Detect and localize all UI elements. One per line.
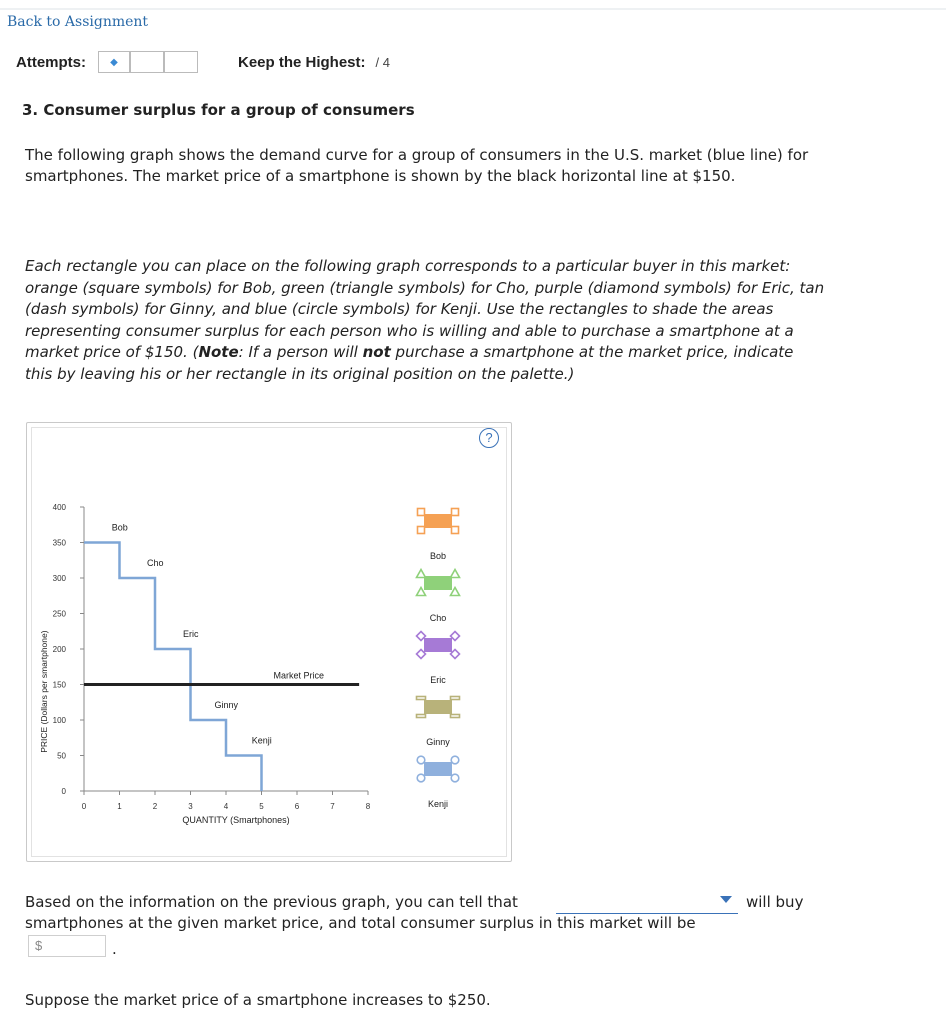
- demand-step-label: Bob: [111, 522, 128, 533]
- demand-step-label: Cho: [146, 558, 164, 568]
- circle-handle-icon[interactable]: [417, 756, 425, 764]
- y-tick-label: 200: [52, 645, 66, 654]
- x-tick-label: 4: [223, 802, 229, 811]
- palette-item-kenji[interactable]: [417, 756, 459, 809]
- y-tick-label: 0: [61, 787, 66, 796]
- demand-curve: [84, 543, 262, 792]
- square-handle-icon[interactable]: [418, 509, 425, 516]
- question-title: 3. Consumer surplus for a group of consumers: [22, 101, 415, 119]
- palette-label: Cho: [429, 613, 447, 623]
- x-tick-label: 5: [259, 802, 264, 811]
- y-tick-label: 100: [52, 716, 66, 725]
- dash-handle-icon[interactable]: [451, 697, 460, 700]
- x-tick-label: 3: [188, 802, 193, 811]
- x-tick-label: 1: [117, 802, 122, 811]
- palette-rectangle[interactable]: [424, 638, 452, 652]
- keep-highest-label: Keep the Highest:: [238, 53, 366, 71]
- palette-rectangle[interactable]: [424, 576, 452, 590]
- square-handle-icon[interactable]: [452, 509, 459, 516]
- palette-label: Eric: [430, 675, 446, 685]
- palette-item-eric[interactable]: [417, 632, 460, 686]
- x-tick-label: 6: [294, 802, 300, 811]
- consumer-surplus-input[interactable]: $: [28, 935, 106, 957]
- triangle-handle-icon[interactable]: [417, 570, 426, 578]
- triangle-handle-icon[interactable]: [451, 570, 460, 578]
- palette-item-cho[interactable]: [417, 570, 460, 624]
- palette-rectangle[interactable]: [424, 762, 452, 776]
- x-tick-label: 2: [152, 802, 158, 811]
- help-icon[interactable]: ?: [479, 428, 499, 448]
- palette-label: Ginny: [426, 737, 450, 747]
- answer-text-3: smartphones at the given market price, and total consumer surplus in this market will be: [25, 914, 696, 932]
- x-tick-label: 7: [330, 802, 335, 811]
- score-value: / 4: [375, 54, 390, 70]
- question-paragraph-2: Each rectangle you can place on the following graph corresponds to a particular buyer in this market: orange (square symbols) for Bob, green (triangle symbols) for Cho, purple (diamond symbols) for Eric, tan (dash symbols) for Ginny, and blue (circle symbols) for Kenji. Use the rectangles to shade the areas representing consumer surplus for each person who is willing and able to purchase a smartphone at a market price of $150. (Note: If a person will not purchase a smartphone at the market price, indicate this by leaving his or her rectangle in its original position on the palette.): [25, 257, 825, 383]
- attempt-indicator-icon: ◆: [98, 51, 130, 73]
- x-tick-label: 8: [365, 802, 371, 811]
- dash-handle-icon[interactable]: [417, 697, 426, 700]
- answer-period: .: [112, 940, 117, 958]
- attempts-label: Attempts:: [16, 53, 86, 71]
- x-tick-label: 0: [81, 802, 87, 811]
- square-handle-icon[interactable]: [452, 527, 459, 534]
- palette-item-ginny[interactable]: [417, 697, 460, 748]
- y-tick-label: 400: [52, 503, 66, 512]
- dash-handle-icon[interactable]: [417, 715, 426, 718]
- dash-handle-icon[interactable]: [451, 715, 460, 718]
- chevron-down-icon[interactable]: [720, 896, 732, 903]
- palette-label: Bob: [429, 551, 447, 561]
- demand-step-label: Ginny: [214, 700, 239, 710]
- answer-text-1: Based on the information on the previous graph, you can tell that: [25, 893, 518, 911]
- y-tick-label: 300: [52, 574, 66, 583]
- circle-handle-icon[interactable]: [451, 774, 459, 782]
- demand-step-label: Kenji: [251, 735, 272, 746]
- demand-step-label: Eric: [183, 629, 199, 639]
- palette-label: Kenji: [427, 799, 449, 809]
- y-tick-label: 50: [57, 751, 66, 761]
- palette-rectangle[interactable]: [424, 514, 452, 528]
- palette-item-bob[interactable]: [418, 509, 459, 562]
- circle-handle-icon[interactable]: [417, 774, 425, 782]
- answer-text-2: will buy: [746, 893, 804, 911]
- square-handle-icon[interactable]: [418, 527, 425, 534]
- y-tick-label: 150: [52, 680, 66, 690]
- circle-handle-icon[interactable]: [451, 756, 459, 764]
- palette-rectangle[interactable]: [424, 700, 452, 714]
- market-price-label: Market Price: [273, 670, 325, 681]
- back-to-assignment-link[interactable]: Back to Assignment: [7, 14, 149, 30]
- x-axis-label: QUANTITY (Smartphones): [182, 815, 290, 825]
- y-tick-label: 350: [52, 538, 66, 548]
- y-axis-label: PRICE (Dollars per smartphone): [39, 630, 49, 753]
- y-tick-label: 250: [52, 609, 66, 619]
- buyers-dropdown[interactable]: [556, 893, 738, 914]
- question-paragraph-1: The following graph shows the demand curve for a group of consumers in the U.S. market (blue line) for smartphones. The market price of a smartphone is shown by the black horizontal line at $150.: [25, 146, 809, 185]
- answer-text-4: Suppose the market price of a smartphone increases to $250.: [25, 991, 491, 1009]
